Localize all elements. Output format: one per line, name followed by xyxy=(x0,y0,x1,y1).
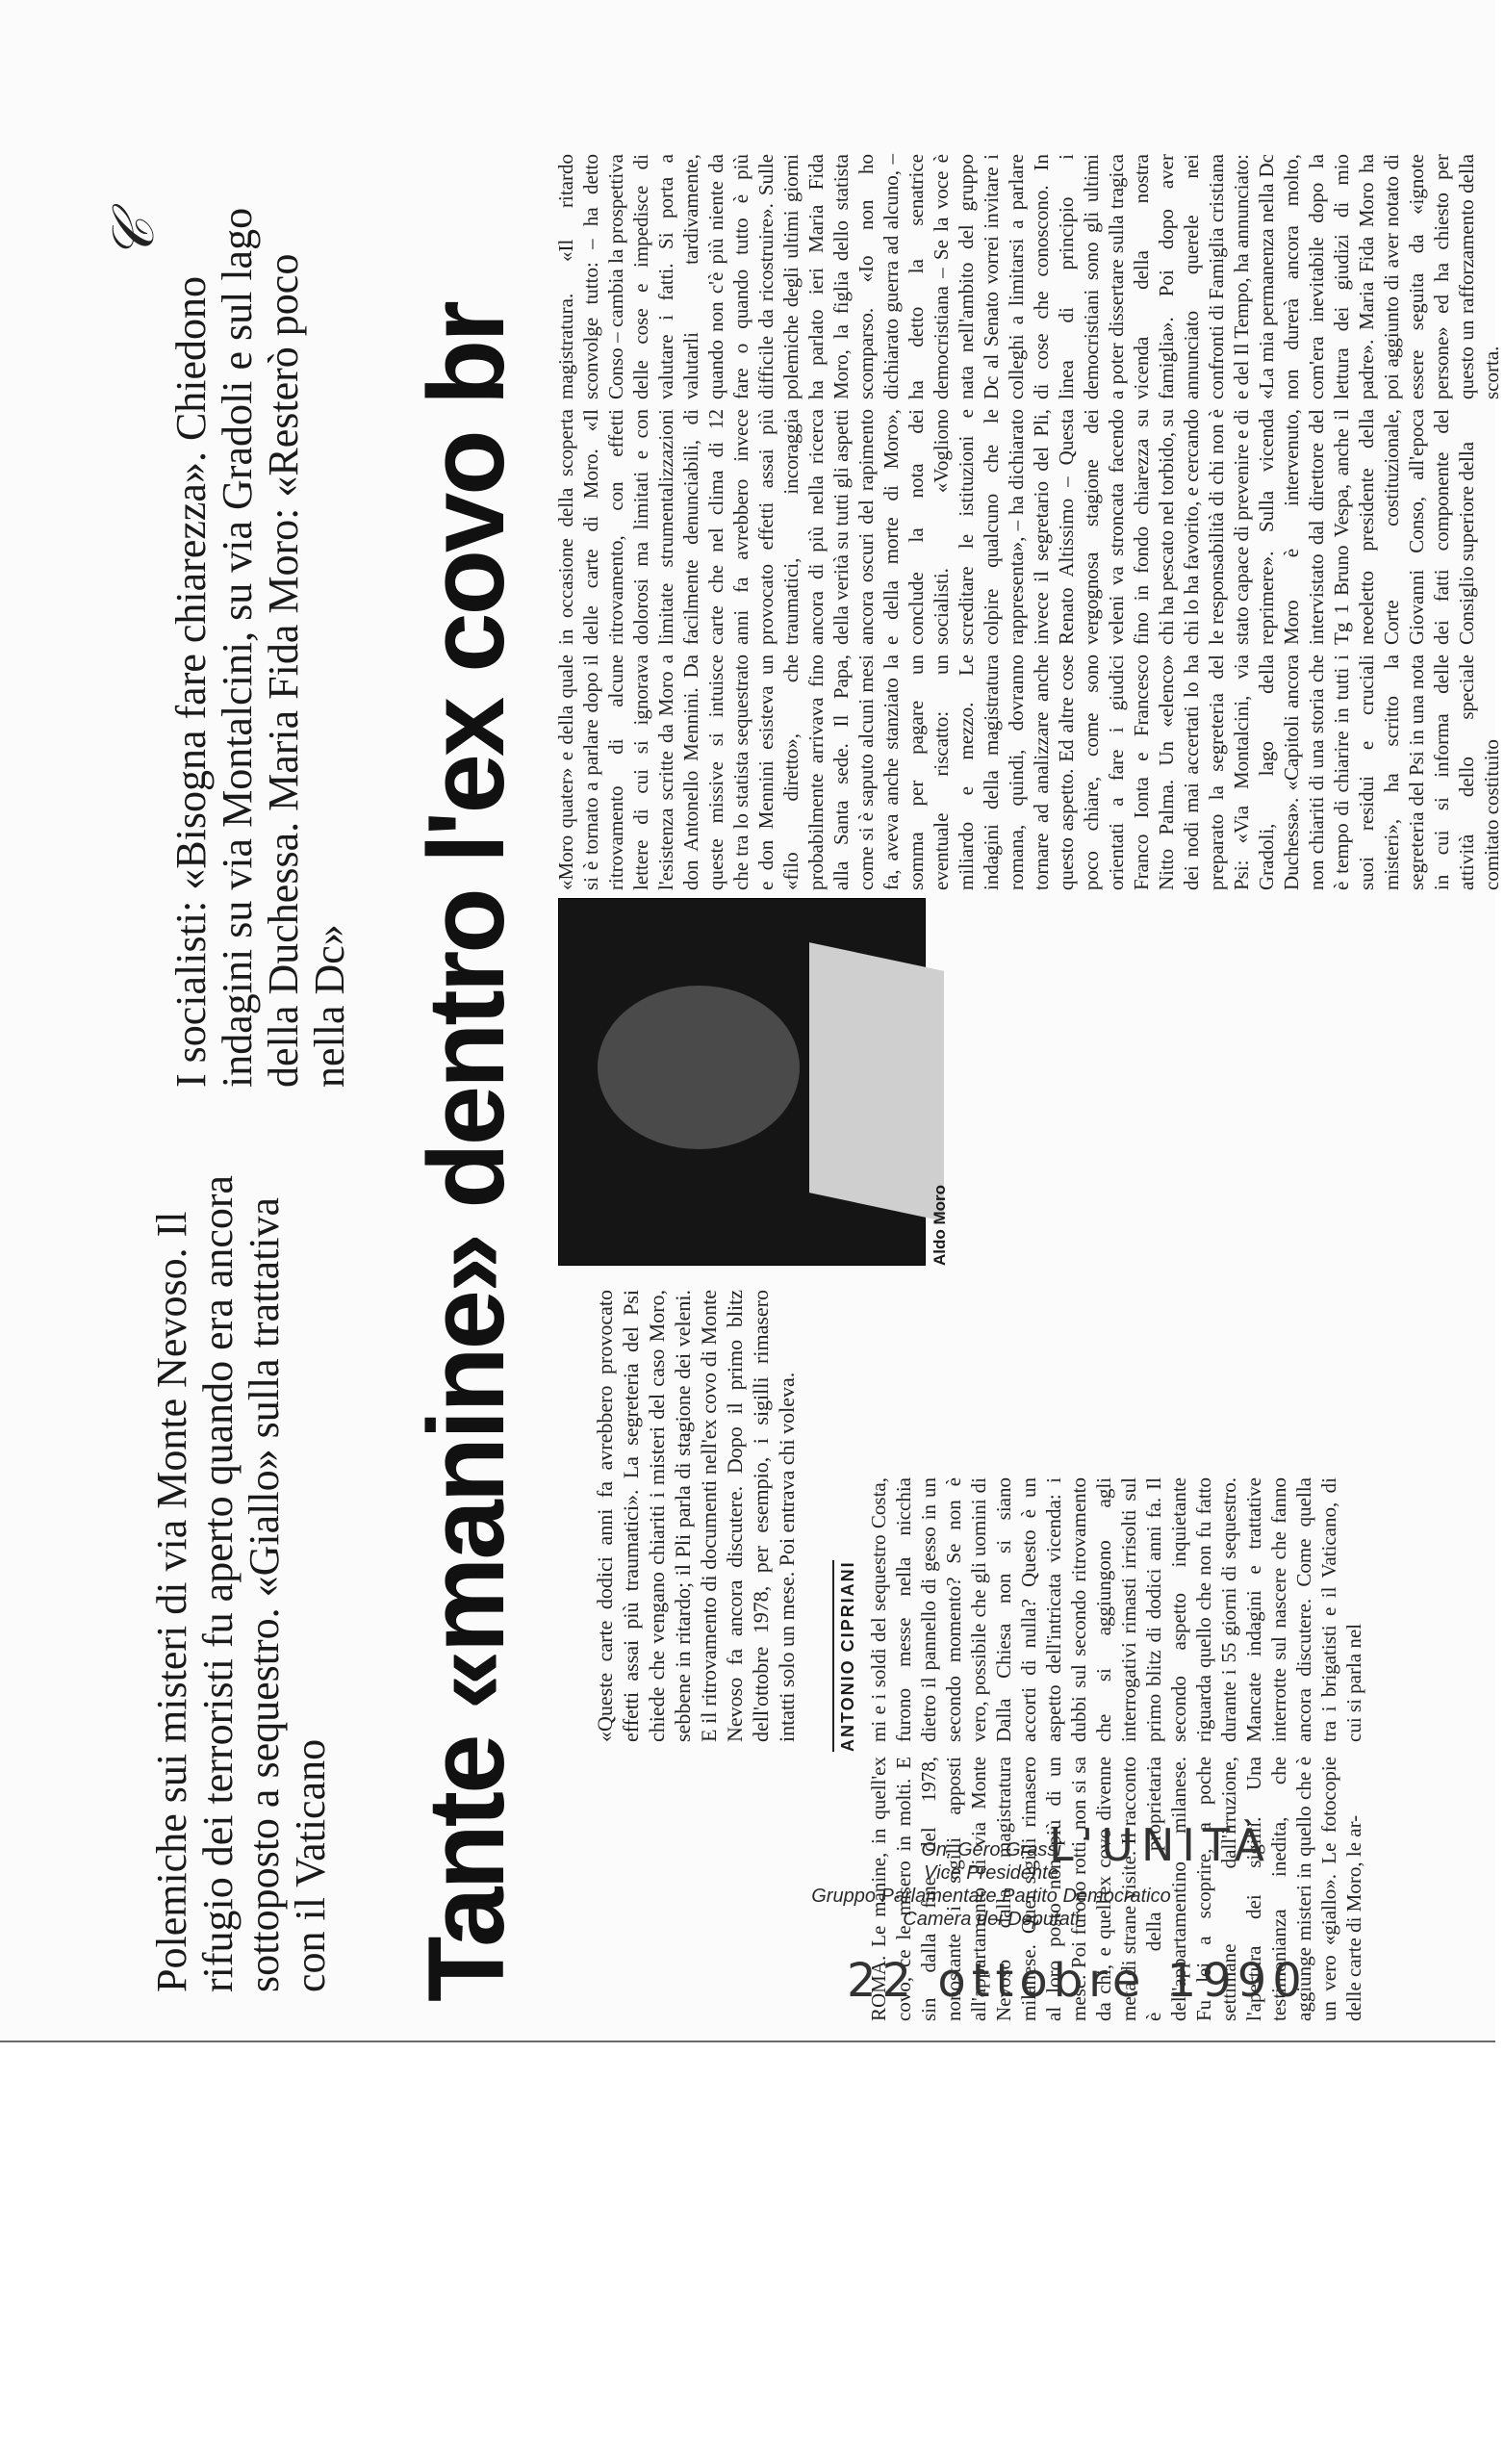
handwritten-date: 22 ottobre 1990 xyxy=(847,1954,1308,2008)
byline: ANTONIO CIPRIANI xyxy=(832,1560,858,1752)
photo-face xyxy=(598,986,800,1149)
kicker-right: I socialisti: «Bisogna fare chiarezza». Chiedono indagini su via Montalcini, su via Gradoli e sul lago della Duchessa. Maria Fida Moro: «Resterò poco nella Dc» xyxy=(167,207,353,1088)
newspaper-name: L'UNITÀ xyxy=(1049,1819,1272,1871)
stamp-group: Gruppo Parlamentare Partito Democratico xyxy=(811,1886,1171,1907)
stamp-name: On. Gero Grassi xyxy=(921,1839,1061,1861)
aldo-moro-photo xyxy=(558,898,926,1266)
column-3: «Moro quater» e della quale si è tornato a parlare dopo il ritrovamento di alcune lettere di cui si ignorava l'esistenza scritte da Moro a don Antonello Mennini. Da queste missive si intuisce che tra lo statista sequestrato e don Mennini esisteva un «filo diretto», che probabilmente arrivava fino alla Santa sede. Il Papa, come si è saputo alcuni mesi fa, aveva anche stanziato la somma per pagare un eventuale riscatto: un miliardo e mezzo. Le indagini della magistratura romana, quindi, dovranno tornare ad analizzare anche questo aspetto. Ed altre cose poco chiare, come sono orientati a fare i giudici Franco Ionta e Francesco Nitto Palma. Un «elenco» dei nodi mai accertati lo ha preparato la segreteria del Psi: «Via Montalcini, via Gradoli, lago della Duchessa». «Capitoli ancora non chiariti di una storia che è tempo di chiarire in tutti i suoi residui e cruciali misteri», ha scritto la segreteria del Psi in una nota in cui si informa delle attività dello speciale comitato costituito xyxy=(554,654,1503,890)
photo-shirt xyxy=(809,942,944,1221)
stamp-role: Vice Presidente xyxy=(924,1862,1058,1884)
column-1: ROMA. Le manine, in quell'ex covo, ce le misero in molti. E sin dalla fine del 1978, nonostante i sigilli apposti all'appartamento di via Monte Nevoso dalla magistratura milanese. Quei sigilli rimasero al loro posto non più di un mese. Poi furono rotti, non si sa da chi, e quell'ex covo divenne meta di strane visite. Il racconto è della proprietaria dell'appartamentino milanese. Fu lei a scoprire, a poche settimane dall'irruzione, l'apertura dei sigilli. Una testimonianza inedita, che aggiunge misteri in quello che è un vero «giallo». Le fotocopie delle carte di Moro, le ar- xyxy=(867,1757,1365,2021)
c-mark-icon: 𝒞 xyxy=(102,218,166,260)
stamp-chamber: Camera dei Deputati xyxy=(903,1909,1080,1930)
column-4: in occasione della scoperta delle carte di Moro. «Il ritrovamento, con effetti dolorosi ma limitati e con limitate strumentalizzazioni facilmente denunciabili, di carte che nel clima di 12 anni fa avrebbero invece provocato effetti assai più traumatici, incoraggia ancora di più nella ricerca della verità su tutti gli aspetti ancora oscuri del rapimento e della morte di Moro», conclude la nota dei socialisti. «Vogliono screditare le istituzioni e colpire qualcuno che le rappresenta», – ha dichiarato invece il segretario del Pli, Renato Altissimo – Questa vergognosa stagione dei veleni va stroncata facendo fino in fondo chiarezza su chi ha pescato nel torbido, su chi lo ha favorito, e cercando le responsabilità di chi non è stato capace di prevenire e di reprimere». Sulla vicenda Moro è intervenuto, intervistato dal direttore del Tg 1 Bruno Vespa, anche il neoeletto presidente della Corte costituzionale, Giovanni Conso, all'epoca dei fatti componente del Consiglio superiore della xyxy=(554,409,1478,645)
headline: Tante «manine» dentro l'ex covo br xyxy=(406,303,526,2002)
column-5: magistratura. «Il ritardo sconvolge tutto: – ha detto Conso – cambia la prospettiva delle cose e impedisce di valutare i fatti. Si porta a valutarli tardivamente, quando non c'è più niente da fare o quando tutto è più difficile da ricostruire». Sulle polemiche degli ultimi giorni ha parlato ieri Maria Fida Moro, la figlia dello statista scomparso. «Io non ho dichiarato guerra ad alcuno, – ha detto la senatrice democristiana – Se la voce è nata nell'ambito del gruppo Dc al Senato vorrei invitare i colleghi a limitarsi a parlare di cose che conoscono. In linea di principio i democristiani sono gli ultimi a poter dissertare sulla tragica vicenda della nostra famiglia». Poi dopo aver annunciato querele nei confronti di Famiglia cristiana e del Il Tempo, ha annunciato: «La mia permanenza nella Dc non durerà ancora molto, com'era inevitabile dopo la lettura dei giudizi di mio padre». Maria Fida Moro ha poi aggiunto di aver notato di essere seguita da «ignote persone» ed ha chiesto per questo un rafforzamento della scorta. xyxy=(554,154,1503,399)
kicker-left: Polemiche sui misteri di via Monte Nevoso. Il rifugio dei terroristi fu aperto quando era ancora sottoposto a sequestro. «Giallo» sulla trattativa con il Vaticano xyxy=(148,1174,334,1992)
photo-caption: Aldo Moro xyxy=(930,1184,949,1266)
rotated-article xyxy=(53,135,1503,2060)
column-2: mi e i soldi del sequestro Costa, furono messe nella nicchia dietro il pannello di gesso in un secondo momento? Se non è vero, possibile che gli uomini di Dalla Chiesa non si siano accorti di nulla? Questo è un aspetto dell'intricata vicenda: i dubbi sul secondo ritrovamento che si aggiungono agli interrogativi rimasti irrisolti sul primo blitz di dodici anni fa. Il secondo aspetto inquietante riguarda quello che non fu fatto durante i 55 giorni di sequestro. Mancate indagini e trattative interrotte sul nascere che fanno ancora discutere. Come quella tra i brigatisti e il Vaticano, di cui si parla nel xyxy=(867,1477,1365,1742)
lead-paragraph: «Queste carte dodici anni fa avrebbero provocato effetti assai più traumatici». La segreteria del Psi chiede che vengano chiariti i misteri del caso Moro, sebbene in ritardo; il Pli parla di stagione dei veleni. E il ritrovamento di documenti nell'ex covo di Monte Nevoso fa ancora discutere. Dopo il primo blitz dell'ottobre 1978, per esempio, i sigilli rimasero intatti solo un mese. Poi entrava chi voleva. xyxy=(593,1290,799,1742)
